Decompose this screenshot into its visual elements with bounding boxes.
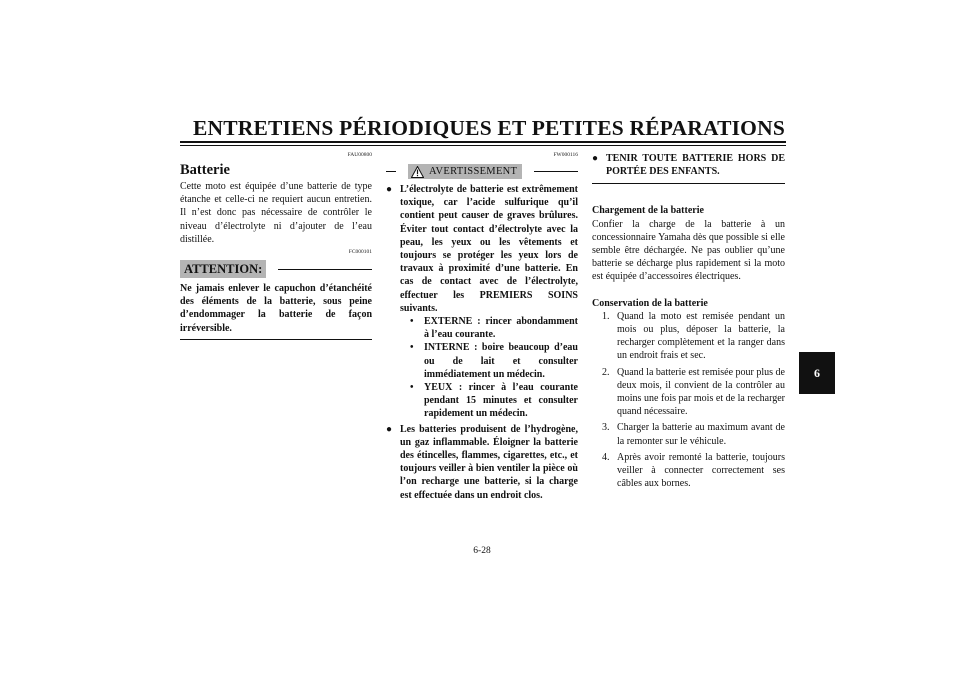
header-rule-thick (180, 141, 786, 143)
warning-hydrogen-text: Les batteries produisent de l’hydrogène, un gaz inflammable. Éloigner la batterie des étincelles, flammes, cigarettes, etc., et toujours veiller à bien ventiler la pièce où l’on recharge une batterie, si la charge est effectuée dans un endroit clos. (400, 423, 578, 501)
warning-rule-left (386, 171, 396, 172)
warning-rule-right (534, 171, 578, 172)
warning-end-rule (592, 183, 785, 184)
step-text: Charger la batterie au maximum avant de la remonter sur le véhicule. (617, 422, 785, 447)
bullet-icon: ● (386, 184, 393, 195)
storage-heading: Conservation de la batterie (592, 297, 708, 309)
step-number: 2. (602, 366, 610, 378)
warning-electrolyte-text: L’électrolyte de batterie est extrêmement toxique, car l’acide sulfurique qu’il contient peut causer de graves brûlures. Éviter tout contact d’électrolyte avec la peau, les yeux ou les vêtements et toujours se protéger les yeux lors de travaux à proximité d’une batterie. En cas de contact avec de l’électrolyte, effectuer les PREMIERS SOINS suivants. (400, 184, 578, 314)
warning-bullet-hydrogen (386, 423, 578, 502)
first-aid-external (410, 315, 578, 341)
sub-bullet-icon: • (410, 382, 414, 394)
attention-rule (278, 269, 372, 270)
storage-step (602, 310, 785, 363)
battery-intro-paragraph: Cette moto est équipée d’une batterie de type étanche et celle-ci ne requiert aucun entretien. Il n’est donc pas nécessaire de contrôler le niveau d’électrolyte ni d’ajouter de l’eau distillée. (180, 181, 372, 245)
charging-paragraph: Confier la charge de la batterie à un concessionnaire Yamaha dès que possible si elle semble être déchargée. Ne pas oublier qu’une batterie se décharge plus rapidement si la moto est équipée d’accessoires électriques. (592, 218, 785, 283)
column-left (180, 152, 372, 340)
warning-code: FW000116 (553, 152, 578, 158)
sub-bullet-icon: • (410, 316, 414, 328)
section-title-batterie: Batterie (180, 162, 230, 178)
first-aid-eyes-text: YEUX : rincer à l’eau courante pendant 15 minutes et consulter rapidement un médecin. (424, 382, 578, 420)
charging-heading: Chargement de la batterie (592, 205, 704, 217)
warning-bullet-children (592, 152, 785, 178)
warning-bullet-electrolyte (386, 183, 578, 421)
warning-label: AVERTISSEMENT (429, 166, 518, 177)
header-rule-thin (180, 145, 786, 146)
attention-label: ATTENTION: (180, 260, 266, 278)
section-code: FAU00800 (347, 152, 372, 158)
warning-label-box (408, 164, 522, 179)
column-middle (386, 152, 578, 502)
step-number: 4. (602, 451, 610, 463)
step-text: Après avoir remonté la batterie, toujours veiller à connecter correctement ses câbles aux bornes. (617, 451, 785, 490)
chapter-tab[interactable]: 6 (799, 352, 835, 394)
page-header-title: ENTRETIENS PÉRIODIQUES ET PETITES RÉPARATIONS (192, 116, 785, 140)
storage-step (602, 421, 785, 447)
step-number: 3. (602, 422, 610, 434)
attention-header (180, 260, 372, 278)
first-aid-external-text: EXTERNE : rincer abondamment à l’eau courante. (424, 316, 578, 341)
step-text: Quand la batterie est remisée pour plus de deux mois, il convient de la contrôler au moins une fois par mois et de la recharger quand nécessaire. (617, 366, 785, 418)
sub-bullet-icon: • (410, 342, 414, 354)
step-text: Quand la moto est remisée pendant un mois ou plus, déposer la batterie, la recharger complètement et la ranger dans un endroit frais et sec. (617, 310, 785, 362)
warning-header (386, 164, 578, 179)
attention-end-rule (180, 339, 372, 340)
warning-triangle-icon (411, 166, 424, 178)
column-right (592, 152, 785, 490)
storage-step (602, 451, 785, 491)
first-aid-internal-text: INTERNE : boire beaucoup d’eau ou de lait et consulter immédiatement un médecin. (424, 342, 578, 380)
bullet-icon: ● (592, 153, 599, 164)
warning-children-text: TENIR TOUTE BATTERIE HORS DE PORTÉE DES ENFANTS. (606, 153, 785, 178)
bullet-icon: ● (386, 423, 393, 435)
attention-text: Ne jamais enlever le capuchon d’étanchéité des éléments de la batterie, sous peine d’endommager la batterie de façon irréversible. (180, 283, 372, 334)
storage-step (602, 366, 785, 419)
first-aid-eyes (410, 381, 578, 421)
attention-code: FC000101 (348, 249, 372, 256)
page-number: 6-28 (473, 546, 491, 556)
first-aid-internal (410, 341, 578, 381)
step-number: 1. (602, 310, 610, 322)
